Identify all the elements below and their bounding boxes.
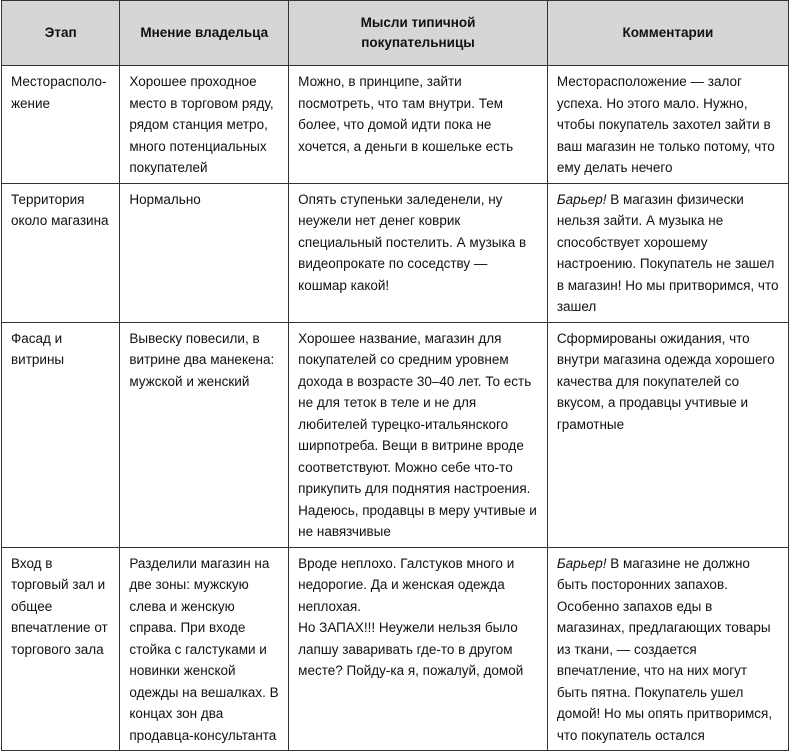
cell-stage: Месторасполо- жение [2,66,120,184]
cell-stage: Территория около магазина [2,183,120,322]
cell-stage: Вход в торговый зал и общее впечатление от торгового зала [2,547,120,751]
comparison-table [1,0,789,751]
cell-stage: Фасад и витрины [2,322,120,547]
table-row [2,322,789,547]
cell-comment: Сформированы ожидания, что внутри магазина одежда хорошего качества для покупателей со вкусом, а продавцы учтивые и грамотные [547,322,788,547]
header-buyer-thoughts: Мысли типичной покупательницы [289,1,548,66]
table-row [2,66,789,184]
header-stage: Этап [2,1,120,66]
table-row [2,183,789,322]
cell-owner: Вывеску повесили, в витрине два манекена: мужской и женский [120,322,289,547]
cell-comment: Месторасположение — залог успеха. Но этого мало. Нужно, чтобы покупатель захотел зайти в ваш магазин не только потому, что ему делать нечего [547,66,788,184]
cell-owner: Хорошее проходное место в торговом ряду, рядом станция метро, много потенциальных покупателей [120,66,289,184]
cell-buyer: Вроде неплохо. Галстуков много и недорогие. Да и женская одежда неплохая. Но ЗАПАХ!!! Неужели нельзя было лапшу заваривать где-то в другом месте? Пойду-ка я, пожалуй, домой [289,547,548,751]
cell-buyer: Хорошее название, магазин для покупателей со средним уровнем дохода в возрасте 30–40 лет. То есть не для теток в теле и не для любителей турецко-итальянского ширпотреба. Вещи в витрине вроде соответствуют. Можно себе что-то прикупить для поднятия настроения. Надеюсь, продавцы в меру учтивые и не навязчивые [289,322,548,547]
header-owner-opinion: Мнение владельца [120,1,289,66]
header-row [2,1,789,66]
cell-buyer: Можно, в принципе, зайти посмотреть, что там внутри. Тем более, что домой идти пока не хочется, а деньги в кошельке есть [289,66,548,184]
header-comments: Комментарии [547,1,788,66]
cell-comment: Барьер! В магазин физически нельзя зайти. А музыка не способствует хорошему настроению. Покупатель не зашел в магазин! Но мы притворимся, что зашел [547,183,788,322]
cell-buyer: Опять ступеньки заледенели, ну неужели нет денег коврик специальный постелить. А музыка в видеопрокате по соседству — кошмар какой! [289,183,548,322]
cell-comment: Барьер! В магазине не должно быть посторонних запахов. Особенно запахов еды в магазинах, предлагающих товары из ткани, — создается впечатление, что на них могут быть пятна. Покупатель ушел домой! Но мы опять притворимся, что покупатель остался [547,547,788,751]
cell-owner: Нормально [120,183,289,322]
cell-owner: Разделили магазин на две зоны: мужскую слева и женскую справа. При входе стойка с галстуками и новинки женской одежды на вешалках. В концах зон два продавца-консультанта [120,547,289,751]
